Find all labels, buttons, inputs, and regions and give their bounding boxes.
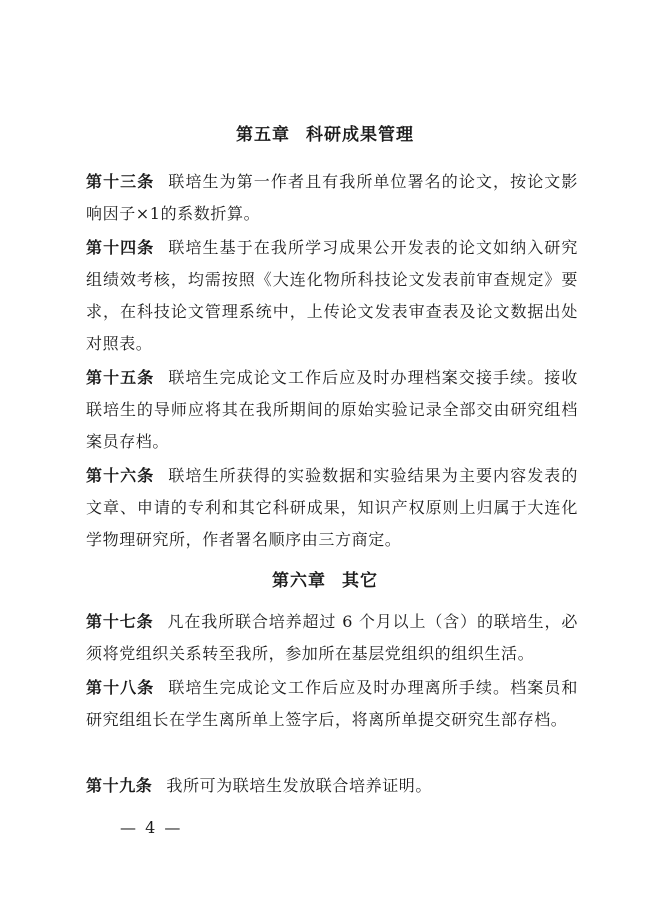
article-label: 第十七条 (86, 612, 154, 631)
article-text: 凡在我所联合培养超过 6 个月以上（含）的联培生，必须将党组织关系转至我所，参加所在基层党组织的组织生活。 (86, 612, 579, 663)
article-16 (86, 460, 578, 556)
chapter-heading-5 (0, 120, 650, 145)
article-label: 第十五条 (86, 368, 155, 387)
page-number: — 4 — (120, 818, 183, 837)
chapter-title: 其它 (342, 571, 378, 591)
article-label: 第十八条 (86, 678, 155, 697)
article-13 (86, 166, 578, 230)
article-19 (86, 770, 578, 802)
article-text: 我所可为联培生发放联合培养证明。 (166, 776, 433, 795)
article-text: 联培生基于在我所学习成果公开发表的论文如纳入研究组绩效考核，均需按照《大连化物所科技论文发表前审查规定》要求，在科技论文管理系统中，上传论文发表审查表及论文数据出处对照表。 (86, 238, 578, 353)
article-label: 第十九条 (86, 776, 153, 795)
chapter-title: 科研成果管理 (306, 125, 414, 145)
article-label: 第十四条 (86, 238, 155, 257)
article-label: 第十三条 (86, 172, 155, 191)
chapter-number: 第六章 (272, 571, 326, 591)
article-text: 联培生完成论文工作后应及时办理离所手续。档案员和研究组组长在学生离所单上签字后，将离所单提交研究生部存档。 (86, 678, 578, 729)
article-18 (86, 672, 578, 736)
chapter-heading-6 (0, 566, 650, 591)
chapter-number: 第五章 (236, 125, 290, 145)
article-14 (86, 232, 578, 360)
article-text: 联培生为第一作者且有我所单位署名的论文，按论文影响因子×1的系数折算。 (86, 172, 578, 223)
article-text: 联培生完成论文工作后应及时办理档案交接手续。接收联培生的导师应将其在我所期间的原始实验记录全部交由研究组档案员存档。 (86, 368, 578, 451)
article-label: 第十六条 (86, 466, 155, 485)
article-15 (86, 362, 578, 458)
article-17 (86, 606, 578, 670)
article-text: 联培生所获得的实验数据和实验结果为主要内容发表的文章、申请的专利和其它科研成果，知识产权原则上归属于大连化学物理研究所，作者署名顺序由三方商定。 (86, 466, 578, 549)
